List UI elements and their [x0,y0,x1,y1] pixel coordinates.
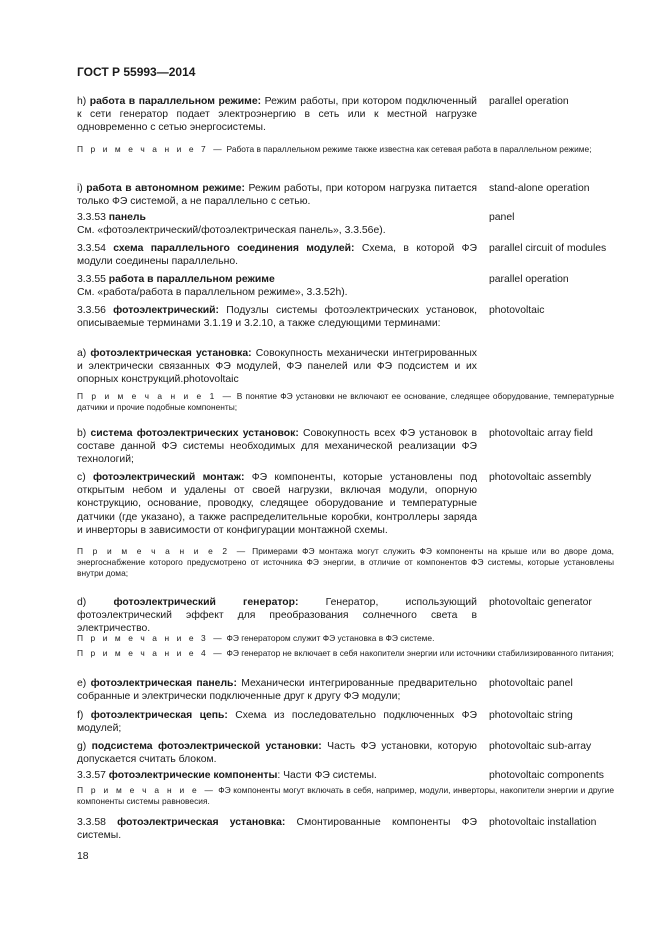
standard-code-header: ГОСТ Р 55993—2014 [77,65,196,79]
term-entry-h: h) работа в параллельном режиме: Режим работы, при котором подключенный к сети генератор подает электроэнергию в сеть или к местной нагрузке одновременно с сетью энергосистемы. [77,96,477,134]
term-entry-f: f) фотоэлектрическая цепь: Схема из последовательно подключенных ФЭ модулей; [77,710,478,735]
english-term-i: stand-alone operation [489,183,590,194]
english-term-f: photovoltaic string [489,710,573,721]
english-term-3-3-54: parallel circuit of modules [489,243,607,254]
english-term-e: photovoltaic panel [489,678,573,689]
english-term-3-3-58: photovoltaic installation [489,817,597,828]
note-7: П р и м е ч а н и е 7 — Работа в параллельном режиме также известна как сетевая работа в параллельном режиме; [77,144,592,154]
term-entry-g: g) подсистема фотоэлектрической установки: Часть ФЭ установки, которую допускается считать блоком. [77,741,477,766]
note-2: П р и м е ч а н и е 2 — Примерами ФЭ монтажа могут служить ФЭ компоненты на крыше или во дворе дома, энергоснабжение которого предусмотрено от источника ФЭ энергии, в отличие от компонентов ФЭ системы, которые установлены внутри дома; [77,546,614,578]
page-number: 18 [77,851,89,862]
note-components: П р и м е ч а н и е — ФЭ компоненты могут включать в себя, например, модули, инверторы, накопители энергии и другие компоненты системы равновесия. [77,785,614,806]
english-term-3-3-55: parallel operation [489,274,569,285]
term-entry-3-3-58: 3.3.58 фотоэлектрическая установка: Смонтированные компоненты ФЭ системы. [77,817,477,842]
see-reference-3-3-55: См. «работа/работа в параллельном режиме», 3.3.52h). [77,287,348,298]
see-reference-3-3-53: См. «фотоэлектрический/фотоэлектрическая панель», 3.3.56e). [77,225,386,236]
term-entry-3-3-56: 3.3.56 фотоэлектрический: Подузлы системы фотоэлектрических установок, описываемые терминами 3.1.19 и 3.2.10, а также следующими терминами: [77,305,477,330]
english-term-3-3-57: photovoltaic components [489,770,604,781]
english-term-h: parallel operation [489,96,569,107]
term-entry-3-3-54: 3.3.54 схема параллельного соединения модулей: Схема, в которой ФЭ модули соединены параллельно. [77,243,477,268]
english-term-3-3-53: panel [489,212,515,223]
term-entry-3-3-57: 3.3.57 фотоэлектрические компоненты: Части ФЭ системы. [77,770,377,781]
english-term-b: photovoltaic array field [489,428,593,439]
term-entry-a: a) фотоэлектрическая установка: Совокупность механически интегрированных и электрически связанных ФЭ модулей, ФЭ панелей или ФЭ подсистем и их опорных конструкций.photovoltaic [77,348,477,386]
term-entry-i: i) работа в автономном режиме: Режим работы, при котором нагрузка питается только ФЭ системой, а не параллельно с сетью. [77,183,478,208]
note-3: П р и м е ч а н и е 3 — ФЭ генератором служит ФЭ установка в ФЭ системе. [77,633,435,643]
term-entry-3-3-55: 3.3.55 работа в параллельном режиме [77,274,275,285]
english-term-c: photovoltaic assembly [489,472,592,483]
term-entry-e: e) фотоэлектрическая панель: Механически интегрированные предварительно собранные и электрически подключенные друг к другу ФЭ модули; [77,678,477,703]
english-term-d: photovoltaic generator [489,597,592,608]
term-entry-d: d) фотоэлектрический генератор: Генератор, использующий фотоэлектрический эффект для преобразования солнечного света в электричество. [77,597,477,635]
term-entry-c: c) фотоэлектрический монтаж: ФЭ компоненты, которые установлены под открытым небом и удалены от своей нагрузки, включая модули, опорную конструкцию, основание, проводку, следящее оборудование и температурные датчики (где указано), а также распределительные коробки, контроллеры заряда и инверторы в зависимости от конфигурации монтажной схемы. [77,472,478,536]
term-entry-3-3-53: 3.3.53 панель [77,212,146,223]
note-1: П р и м е ч а н и е 1 — В понятие ФЭ установки не включают ее основание, следящее оборудование, температурные датчики и прочие подобные компоненты; [77,391,614,412]
note-4: П р и м е ч а н и е 4 — ФЭ генератор не включает в себя накопители энергии или источники стабилизированного питания; [77,648,614,658]
english-term-3-3-56: photovoltaic [489,305,545,316]
english-term-g: photovoltaic sub-array [489,741,592,752]
term-entry-b: b) система фотоэлектрических установок: Совокупность всех ФЭ установок в составе данной ФЭ системы необходимых для механической реализации ФЭ технологий; [77,428,477,466]
